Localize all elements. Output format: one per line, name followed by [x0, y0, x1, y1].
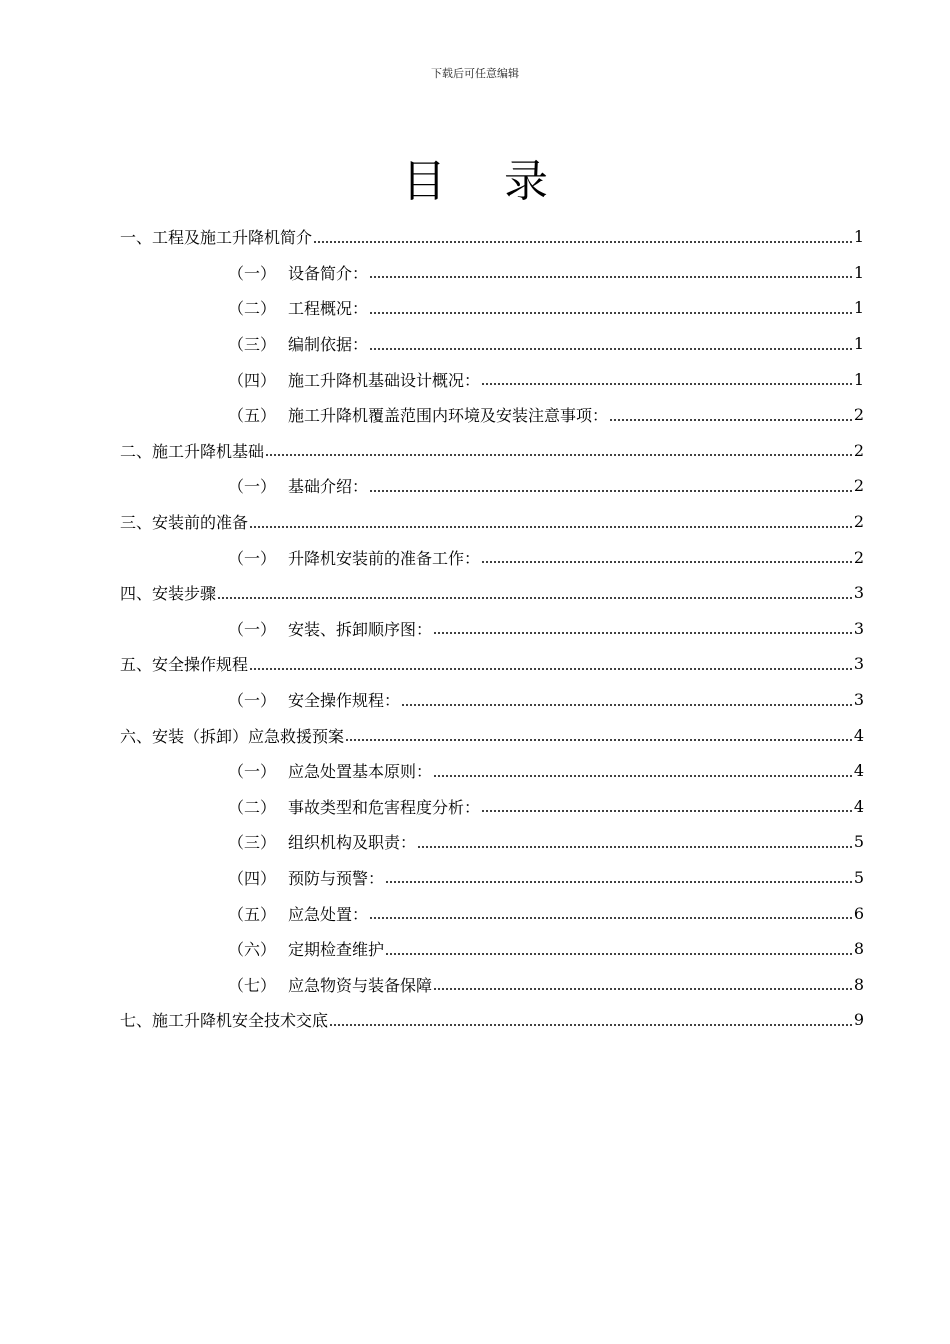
toc-dot-leader: [265, 453, 853, 457]
toc-entry-label: 施工升降机覆盖范围内环境及安装注意事项：: [288, 406, 609, 426]
toc-page-number: 8: [853, 939, 864, 959]
toc-entry-label: 施工升降机基础设计概况：: [288, 370, 481, 390]
toc-page-number: 6: [853, 903, 864, 923]
toc-entry-label: 设备简介：: [288, 263, 369, 283]
toc-dot-leader: [249, 525, 853, 529]
toc-entry-number: （六）: [228, 940, 277, 960]
toc-entry[interactable]: [120, 717, 864, 753]
toc-entry-label: 七、施工升降机安全技术交底: [120, 1011, 329, 1031]
toc-dot-leader: [481, 809, 853, 813]
toc-entry-label: 组织机构及职责：: [288, 833, 417, 853]
toc-dot-leader: [433, 631, 853, 635]
toc-page-number: 5: [853, 832, 864, 852]
toc-entry-number: （一）: [228, 619, 277, 639]
toc-entry-number: （二）: [228, 797, 277, 817]
toc-page-number: 2: [853, 440, 864, 460]
page-title: 目 录: [402, 156, 570, 207]
toc-entry[interactable]: [120, 219, 864, 255]
toc-entry[interactable]: [120, 361, 864, 397]
toc-page-number: 1: [853, 334, 864, 354]
toc-entry[interactable]: [120, 575, 864, 611]
toc-dot-leader: [609, 418, 853, 422]
toc-entry[interactable]: [120, 860, 864, 896]
toc-entry-label: 预防与预警：: [288, 868, 385, 888]
toc-entry[interactable]: [120, 931, 864, 967]
toc-entry-label: 安全操作规程：: [288, 691, 401, 711]
toc-dot-leader: [433, 987, 853, 991]
toc-entry-label: 三、安装前的准备: [120, 513, 249, 533]
toc-entry-number: （四）: [228, 370, 277, 390]
toc-entry-number: （五）: [228, 904, 277, 924]
toc-entry-label: 应急处置基本原则：: [288, 762, 433, 782]
toc-page-number: 2: [853, 547, 864, 567]
toc-dot-leader: [329, 1023, 853, 1027]
toc-page-number: 3: [853, 583, 864, 603]
toc-entry[interactable]: [120, 255, 864, 291]
toc-entry-label: 四、安装步骤: [120, 584, 217, 604]
toc-dot-leader: [249, 667, 853, 671]
toc-page-number: 4: [853, 796, 864, 816]
toc-entry-label: 升降机安装前的准备工作：: [288, 548, 481, 568]
toc-entry-label: 事故类型和危害程度分析：: [288, 797, 481, 817]
toc-entry[interactable]: [120, 539, 864, 575]
toc-entry[interactable]: [120, 1002, 864, 1038]
toc-entry-number: （二）: [228, 299, 277, 319]
toc-dot-leader: [369, 275, 853, 279]
toc-dot-leader: [481, 560, 853, 564]
toc-dot-leader: [481, 382, 853, 386]
toc-page-number: 2: [853, 476, 864, 496]
toc-entry-label: 编制依据：: [288, 335, 369, 355]
toc-entry-number: （七）: [228, 975, 277, 995]
toc-entry-label: 定期检查维护: [288, 940, 385, 960]
toc-page-number: 3: [853, 654, 864, 674]
toc-entry-number: （一）: [228, 548, 277, 568]
toc-page-number: 3: [853, 618, 864, 638]
toc-entry-label: 一、工程及施工升降机简介: [120, 228, 313, 248]
toc-entry[interactable]: [120, 966, 864, 1002]
toc-entry-label: 应急处置：: [288, 904, 369, 924]
toc-entry-number: （一）: [228, 762, 277, 782]
toc-page-number: 5: [853, 867, 864, 887]
toc-entry-label: 应急物资与装备保障: [288, 975, 433, 995]
toc-entry[interactable]: [120, 468, 864, 504]
toc-page-number: 4: [853, 725, 864, 745]
toc-dot-leader: [433, 774, 853, 778]
toc-page-number: 8: [853, 974, 864, 994]
toc-entry-number: （四）: [228, 868, 277, 888]
toc-dot-leader: [217, 596, 853, 600]
toc-entry[interactable]: [120, 646, 864, 682]
toc-page-number: 2: [853, 405, 864, 425]
toc-dot-leader: [385, 880, 853, 884]
toc-entry-number: （五）: [228, 406, 277, 426]
toc-page-number: 1: [853, 227, 864, 247]
toc-entry-number: （三）: [228, 335, 277, 355]
toc-entry[interactable]: [120, 824, 864, 860]
toc-page-number: 9: [853, 1010, 864, 1030]
toc-dot-leader: [385, 952, 853, 956]
toc-entry[interactable]: [120, 326, 864, 362]
toc-entry-label: 基础介绍：: [288, 477, 369, 497]
toc-page-number: 1: [853, 369, 864, 389]
toc-dot-leader: [369, 916, 853, 920]
toc-page-number: 4: [853, 761, 864, 781]
toc-entry-number: （一）: [228, 263, 277, 283]
toc-entry-number: （一）: [228, 691, 277, 711]
toc-entry[interactable]: [120, 433, 864, 469]
toc-entry-label: 二、施工升降机基础: [120, 441, 265, 461]
toc-dot-leader: [313, 240, 853, 244]
toc-entry[interactable]: [120, 789, 864, 825]
toc-entry[interactable]: [120, 682, 864, 718]
toc-dot-leader: [401, 703, 853, 707]
toc-entry[interactable]: [120, 895, 864, 931]
toc-page-number: 2: [853, 512, 864, 532]
toc-entry[interactable]: [120, 290, 864, 326]
toc-entry[interactable]: [120, 753, 864, 789]
toc-dot-leader: [345, 738, 853, 742]
toc-entry[interactable]: [120, 397, 864, 433]
toc-dot-leader: [369, 311, 853, 315]
toc-entry[interactable]: [120, 611, 864, 647]
toc-entry-number: （一）: [228, 477, 277, 497]
toc-entry-label: 六、安装（拆卸）应急救援预案: [120, 726, 345, 746]
toc-page-number: 3: [853, 690, 864, 710]
toc-page-number: 1: [853, 298, 864, 318]
toc-entry-label: 工程概况：: [288, 299, 369, 319]
header-note: 下载后可任意编辑: [431, 67, 519, 80]
toc-entry[interactable]: [120, 504, 864, 540]
toc-entry-label: 安装、拆卸顺序图：: [288, 619, 433, 639]
toc-entry-label: 五、安全操作规程: [120, 655, 249, 675]
table-of-contents: [120, 219, 864, 1038]
toc-dot-leader: [417, 845, 853, 849]
toc-page-number: 1: [853, 262, 864, 282]
toc-dot-leader: [369, 489, 853, 493]
toc-dot-leader: [369, 347, 853, 351]
toc-entry-number: （三）: [228, 833, 277, 853]
